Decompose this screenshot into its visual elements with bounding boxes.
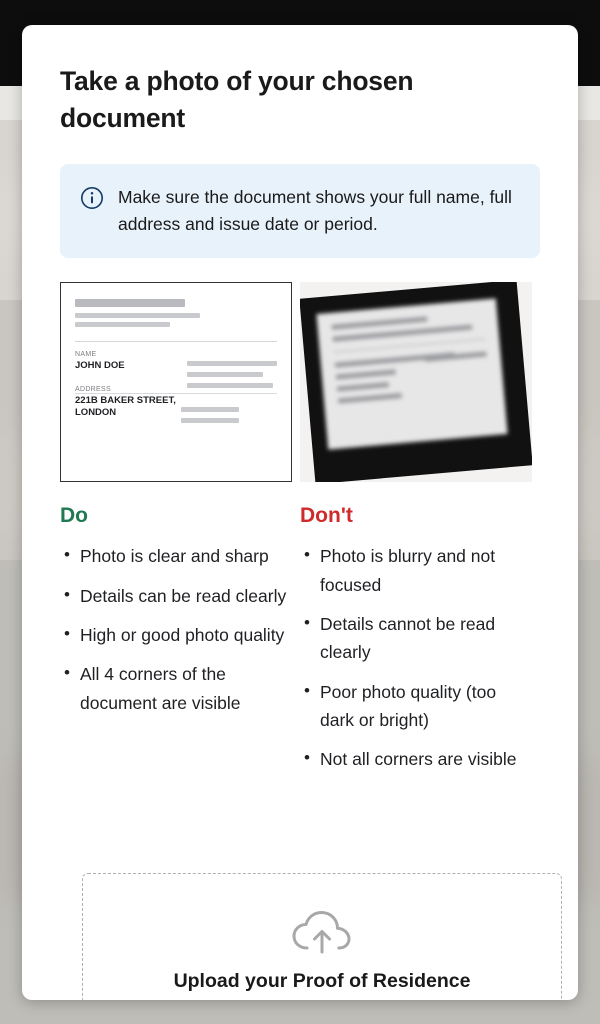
- good-document-image: [60, 282, 292, 482]
- doc-line: [187, 372, 263, 377]
- doc-line: [181, 407, 239, 412]
- sample-images: [60, 282, 540, 482]
- blurred-paper: [316, 299, 507, 450]
- bad-example: [300, 282, 532, 482]
- doc-field-value: JOHN DOE: [75, 360, 125, 372]
- list-item: • Poor photo quality (too dark or bright): [300, 678, 532, 735]
- do-heading: Do: [60, 504, 88, 528]
- doc-line: [187, 383, 273, 388]
- list-item: • Details cannot be read clearly: [300, 610, 532, 667]
- doc-line: [331, 317, 427, 330]
- dont-column: [300, 504, 532, 784]
- doc-line: [336, 370, 396, 380]
- dont-heading: Don't: [300, 504, 353, 528]
- list-item: • Details can be read clearly: [60, 582, 292, 610]
- blurry-document-image: [300, 282, 532, 482]
- upload-dropzone[interactable]: [82, 873, 562, 1000]
- list-item: • All 4 corners of the document are visible: [60, 660, 292, 717]
- info-circle-icon: [80, 186, 104, 210]
- list-item: • Photo is clear and sharp: [60, 542, 292, 570]
- list-item: • Not all corners are visible: [300, 745, 532, 773]
- doc-line: [75, 313, 200, 318]
- doc-field-name: [75, 351, 183, 372]
- info-callout-text: Make sure the document shows your full name, full address and issue date or period.: [118, 187, 512, 235]
- doc-line: [181, 418, 239, 423]
- document-upload-modal: [22, 25, 578, 1000]
- guidelines: [60, 504, 540, 784]
- page-title: Take a photo of your chosen document: [60, 66, 414, 133]
- doc-line: [338, 393, 402, 404]
- doc-divider: [334, 339, 486, 353]
- doc-divider: [75, 341, 277, 342]
- cloud-upload-icon: [290, 908, 354, 956]
- list-item: • Photo is blurry and not focused: [300, 542, 532, 599]
- dont-list: [300, 542, 532, 773]
- do-list: [60, 542, 292, 717]
- doc-line-group: [181, 407, 241, 429]
- doc-field-address: [75, 386, 183, 419]
- list-item: • High or good photo quality: [60, 621, 292, 649]
- doc-field-label: NAME: [75, 351, 97, 359]
- doc-field-label: ADDRESS: [75, 386, 111, 394]
- doc-line-group: [187, 361, 277, 394]
- doc-line: [337, 382, 389, 392]
- doc-line: [75, 322, 170, 327]
- doc-line: [187, 361, 277, 366]
- upload-label: Upload your Proof of Residence: [173, 970, 471, 992]
- doc-line: [75, 299, 185, 307]
- info-callout: [60, 164, 540, 258]
- doc-field-value: 221B BAKER STREET, LONDON: [75, 395, 176, 419]
- do-column: [60, 504, 292, 784]
- good-example: [60, 282, 292, 482]
